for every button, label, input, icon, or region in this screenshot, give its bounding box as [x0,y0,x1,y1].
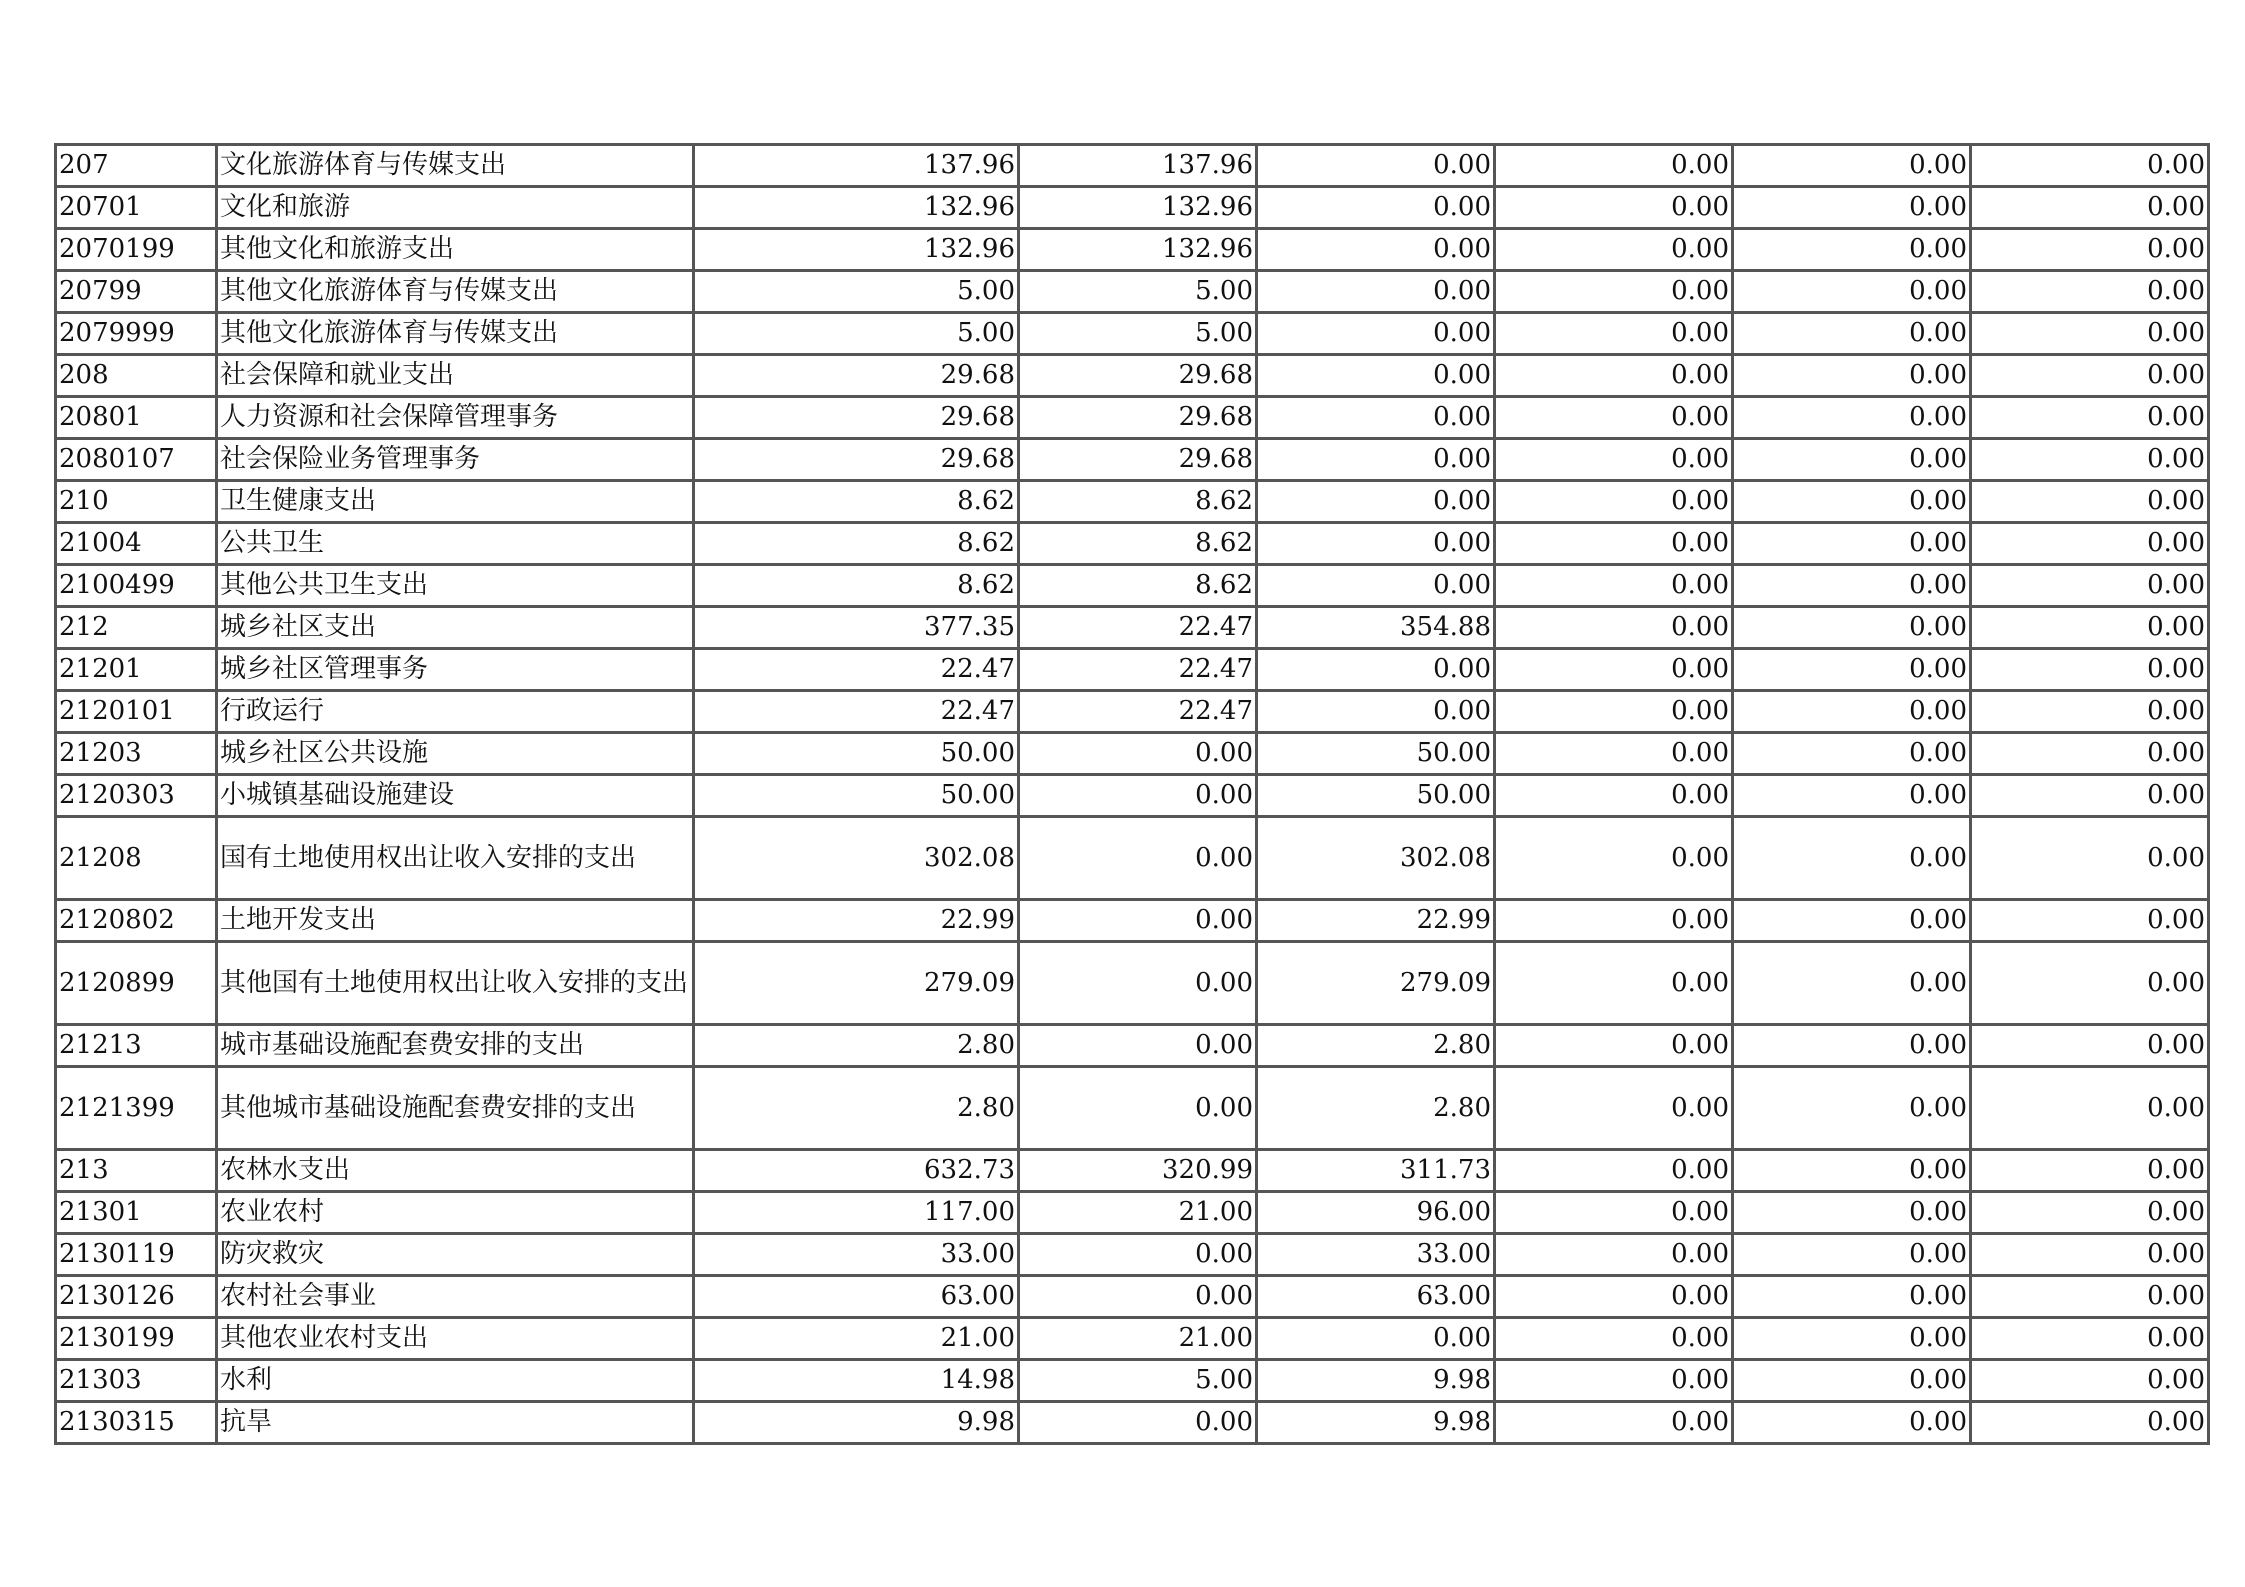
amount-cell: 0.00 [1733,817,1971,900]
subject-code-cell: 21301 [56,1192,217,1234]
amount-cell: 63.00 [1257,1276,1495,1318]
amount-cell: 0.00 [1019,942,1257,1025]
amount-cell: 9.98 [1257,1360,1495,1402]
amount-cell: 0.00 [1971,187,2209,229]
amount-cell: 0.00 [1733,145,1971,187]
amount-cell: 29.68 [694,397,1019,439]
subject-name-cell: 防灾救灾 [217,1234,694,1276]
table-row [56,313,2209,355]
amount-cell: 0.00 [1019,1276,1257,1318]
subject-name-cell: 城乡社区支出 [217,607,694,649]
amount-cell: 0.00 [1495,691,1733,733]
amount-cell: 8.62 [1019,523,1257,565]
amount-cell: 5.00 [1019,313,1257,355]
subject-name-cell: 农业农村 [217,1192,694,1234]
amount-cell: 0.00 [1971,691,2209,733]
amount-cell: 0.00 [1019,1067,1257,1150]
subject-code-cell: 2130119 [56,1234,217,1276]
table-row [56,481,2209,523]
amount-cell: 5.00 [694,313,1019,355]
subject-name-cell: 国有土地使用权出让收入安排的支出 [217,817,694,900]
table-row [56,355,2209,397]
amount-cell: 0.00 [1495,355,1733,397]
amount-cell: 0.00 [1257,271,1495,313]
amount-cell: 0.00 [1495,313,1733,355]
amount-cell: 0.00 [1971,607,2209,649]
amount-cell: 8.62 [1019,565,1257,607]
subject-code-cell: 21208 [56,817,217,900]
amount-cell: 0.00 [1971,355,2209,397]
amount-cell: 0.00 [1019,1025,1257,1067]
amount-cell: 0.00 [1257,565,1495,607]
amount-cell: 0.00 [1019,733,1257,775]
amount-cell: 50.00 [1257,775,1495,817]
subject-code-cell: 21213 [56,1025,217,1067]
amount-cell: 29.68 [1019,397,1257,439]
amount-cell: 0.00 [1971,733,2209,775]
amount-cell: 0.00 [1971,1192,2209,1234]
amount-cell: 0.00 [1495,187,1733,229]
subject-name-cell: 文化和旅游 [217,187,694,229]
amount-cell: 96.00 [1257,1192,1495,1234]
amount-cell: 0.00 [1971,523,2209,565]
table-row [56,733,2209,775]
table-row [56,649,2209,691]
amount-cell: 29.68 [1019,439,1257,481]
amount-cell: 5.00 [1019,1360,1257,1402]
amount-cell: 8.62 [1019,481,1257,523]
subject-name-cell: 农村社会事业 [217,1276,694,1318]
amount-cell: 8.62 [694,481,1019,523]
budget-expenditure-table [54,143,2210,1445]
amount-cell: 0.00 [1495,1234,1733,1276]
subject-name-cell: 抗旱 [217,1402,694,1444]
subject-name-cell: 城市基础设施配套费安排的支出 [217,1025,694,1067]
amount-cell: 311.73 [1257,1150,1495,1192]
amount-cell: 0.00 [1733,523,1971,565]
table-row [56,397,2209,439]
subject-code-cell: 208 [56,355,217,397]
amount-cell: 0.00 [1971,271,2209,313]
table-row [56,565,2209,607]
amount-cell: 0.00 [1733,691,1971,733]
amount-cell: 5.00 [1019,271,1257,313]
amount-cell: 0.00 [1495,1150,1733,1192]
subject-code-cell: 207 [56,145,217,187]
subject-code-cell: 20801 [56,397,217,439]
amount-cell: 302.08 [694,817,1019,900]
amount-cell: 22.47 [1019,691,1257,733]
amount-cell: 132.96 [1019,229,1257,271]
subject-name-cell: 公共卫生 [217,523,694,565]
amount-cell: 377.35 [694,607,1019,649]
subject-code-cell: 210 [56,481,217,523]
amount-cell: 0.00 [1495,942,1733,1025]
amount-cell: 33.00 [694,1234,1019,1276]
amount-cell: 0.00 [1495,733,1733,775]
subject-code-cell: 21004 [56,523,217,565]
amount-cell: 29.68 [694,439,1019,481]
amount-cell: 22.47 [694,691,1019,733]
amount-cell: 0.00 [1257,649,1495,691]
amount-cell: 50.00 [694,733,1019,775]
amount-cell: 0.00 [1257,313,1495,355]
amount-cell: 0.00 [1733,313,1971,355]
amount-cell: 0.00 [1495,817,1733,900]
table-row [56,1402,2209,1444]
amount-cell: 0.00 [1019,775,1257,817]
amount-cell: 0.00 [1495,607,1733,649]
amount-cell: 302.08 [1257,817,1495,900]
amount-cell: 279.09 [694,942,1019,1025]
amount-cell: 354.88 [1257,607,1495,649]
amount-cell: 0.00 [1257,481,1495,523]
subject-name-cell: 社会保障和就业支出 [217,355,694,397]
amount-cell: 0.00 [1733,355,1971,397]
amount-cell: 22.99 [1257,900,1495,942]
amount-cell: 0.00 [1019,1402,1257,1444]
amount-cell: 0.00 [1733,1067,1971,1150]
subject-code-cell: 21203 [56,733,217,775]
amount-cell: 132.96 [694,229,1019,271]
amount-cell: 0.00 [1495,1025,1733,1067]
amount-cell: 0.00 [1733,439,1971,481]
table-row [56,817,2209,900]
table-row [56,1276,2209,1318]
amount-cell: 0.00 [1733,481,1971,523]
amount-cell: 21.00 [694,1318,1019,1360]
amount-cell: 29.68 [694,355,1019,397]
amount-cell: 0.00 [1733,565,1971,607]
amount-cell: 2.80 [694,1067,1019,1150]
amount-cell: 9.98 [1257,1402,1495,1444]
table-row [56,942,2209,1025]
amount-cell: 0.00 [1495,145,1733,187]
amount-cell: 0.00 [1733,649,1971,691]
table-row [56,607,2209,649]
amount-cell: 22.47 [1019,649,1257,691]
amount-cell: 320.99 [1019,1150,1257,1192]
amount-cell: 132.96 [694,187,1019,229]
amount-cell: 22.47 [1019,607,1257,649]
amount-cell: 0.00 [1971,649,2209,691]
amount-cell: 632.73 [694,1150,1019,1192]
amount-cell: 132.96 [1019,187,1257,229]
amount-cell: 29.68 [1019,355,1257,397]
subject-code-cell: 21303 [56,1360,217,1402]
amount-cell: 0.00 [1971,1150,2209,1192]
amount-cell: 2.80 [694,1025,1019,1067]
amount-cell: 50.00 [694,775,1019,817]
amount-cell: 0.00 [1971,1067,2209,1150]
table-row [56,1025,2209,1067]
amount-cell: 0.00 [1019,817,1257,900]
amount-cell: 0.00 [1733,397,1971,439]
subject-code-cell: 2130199 [56,1318,217,1360]
table-row [56,1234,2209,1276]
subject-code-cell: 20799 [56,271,217,313]
amount-cell: 0.00 [1257,145,1495,187]
amount-cell: 50.00 [1257,733,1495,775]
table-row [56,1360,2209,1402]
amount-cell: 33.00 [1257,1234,1495,1276]
subject-code-cell: 2130315 [56,1402,217,1444]
subject-name-cell: 卫生健康支出 [217,481,694,523]
amount-cell: 0.00 [1257,229,1495,271]
amount-cell: 0.00 [1495,229,1733,271]
amount-cell: 0.00 [1971,481,2209,523]
amount-cell: 0.00 [1733,271,1971,313]
amount-cell: 0.00 [1257,187,1495,229]
amount-cell: 0.00 [1733,607,1971,649]
amount-cell: 0.00 [1971,942,2209,1025]
amount-cell: 0.00 [1971,900,2209,942]
amount-cell: 0.00 [1971,229,2209,271]
subject-name-cell: 社会保险业务管理事务 [217,439,694,481]
amount-cell: 21.00 [1019,1192,1257,1234]
amount-cell: 0.00 [1257,691,1495,733]
amount-cell: 117.00 [694,1192,1019,1234]
table-row [56,1067,2209,1150]
amount-cell: 0.00 [1495,1192,1733,1234]
amount-cell: 0.00 [1019,1234,1257,1276]
amount-cell: 0.00 [1019,900,1257,942]
subject-name-cell: 其他城市基础设施配套费安排的支出 [217,1067,694,1150]
amount-cell: 0.00 [1495,439,1733,481]
subject-code-cell: 2070199 [56,229,217,271]
subject-name-cell: 土地开发支出 [217,900,694,942]
subject-code-cell: 2079999 [56,313,217,355]
amount-cell: 0.00 [1971,817,2209,900]
subject-code-cell: 213 [56,1150,217,1192]
subject-name-cell: 其他文化旅游体育与传媒支出 [217,313,694,355]
table-row [56,229,2209,271]
subject-name-cell: 城乡社区公共设施 [217,733,694,775]
amount-cell: 0.00 [1495,649,1733,691]
amount-cell: 0.00 [1733,187,1971,229]
amount-cell: 279.09 [1257,942,1495,1025]
subject-name-cell: 城乡社区管理事务 [217,649,694,691]
subject-code-cell: 2120303 [56,775,217,817]
subject-name-cell: 其他公共卫生支出 [217,565,694,607]
amount-cell: 0.00 [1971,439,2209,481]
amount-cell: 21.00 [1019,1318,1257,1360]
amount-cell: 0.00 [1971,775,2209,817]
amount-cell: 0.00 [1971,1025,2209,1067]
subject-code-cell: 2120802 [56,900,217,942]
amount-cell: 0.00 [1495,1402,1733,1444]
amount-cell: 0.00 [1971,565,2209,607]
amount-cell: 0.00 [1733,1150,1971,1192]
amount-cell: 0.00 [1257,523,1495,565]
amount-cell: 0.00 [1733,900,1971,942]
amount-cell: 0.00 [1733,229,1971,271]
table-row [56,1192,2209,1234]
subject-code-cell: 2130126 [56,1276,217,1318]
amount-cell: 0.00 [1971,145,2209,187]
subject-name-cell: 其他文化和旅游支出 [217,229,694,271]
amount-cell: 0.00 [1733,1402,1971,1444]
amount-cell: 0.00 [1257,397,1495,439]
amount-cell: 137.96 [694,145,1019,187]
amount-cell: 5.00 [694,271,1019,313]
amount-cell: 0.00 [1971,1276,2209,1318]
amount-cell: 0.00 [1495,1360,1733,1402]
amount-cell: 0.00 [1971,1234,2209,1276]
amount-cell: 0.00 [1495,1067,1733,1150]
amount-cell: 0.00 [1733,1234,1971,1276]
table-row [56,1150,2209,1192]
table-row [56,271,2209,313]
subject-name-cell: 小城镇基础设施建设 [217,775,694,817]
subject-code-cell: 20701 [56,187,217,229]
amount-cell: 0.00 [1971,1318,2209,1360]
amount-cell: 0.00 [1257,1318,1495,1360]
amount-cell: 0.00 [1971,1402,2209,1444]
amount-cell: 0.00 [1257,355,1495,397]
amount-cell: 0.00 [1495,397,1733,439]
amount-cell: 0.00 [1733,1318,1971,1360]
subject-name-cell: 其他国有土地使用权出让收入安排的支出 [217,942,694,1025]
subject-name-cell: 农林水支出 [217,1150,694,1192]
table-row [56,1318,2209,1360]
table-row [56,900,2209,942]
subject-name-cell: 行政运行 [217,691,694,733]
subject-code-cell: 2080107 [56,439,217,481]
table-body [56,145,2209,1444]
amount-cell: 0.00 [1495,1318,1733,1360]
amount-cell: 0.00 [1733,733,1971,775]
amount-cell: 0.00 [1495,565,1733,607]
amount-cell: 0.00 [1733,1276,1971,1318]
subject-code-cell: 2120899 [56,942,217,1025]
amount-cell: 0.00 [1733,1025,1971,1067]
amount-cell: 9.98 [694,1402,1019,1444]
amount-cell: 0.00 [1733,942,1971,1025]
amount-cell: 0.00 [1495,481,1733,523]
amount-cell: 0.00 [1971,1360,2209,1402]
subject-name-cell: 水利 [217,1360,694,1402]
amount-cell: 0.00 [1495,775,1733,817]
amount-cell: 0.00 [1733,1192,1971,1234]
subject-name-cell: 文化旅游体育与传媒支出 [217,145,694,187]
amount-cell: 0.00 [1971,397,2209,439]
subject-code-cell: 2121399 [56,1067,217,1150]
subject-code-cell: 21201 [56,649,217,691]
amount-cell: 22.99 [694,900,1019,942]
amount-cell: 0.00 [1733,1360,1971,1402]
amount-cell: 8.62 [694,565,1019,607]
table-row [56,439,2209,481]
amount-cell: 0.00 [1733,775,1971,817]
subject-code-cell: 2120101 [56,691,217,733]
subject-code-cell: 212 [56,607,217,649]
amount-cell: 0.00 [1495,271,1733,313]
amount-cell: 0.00 [1257,439,1495,481]
amount-cell: 0.00 [1495,1276,1733,1318]
table-row [56,691,2209,733]
amount-cell: 22.47 [694,649,1019,691]
amount-cell: 2.80 [1257,1025,1495,1067]
subject-code-cell: 2100499 [56,565,217,607]
amount-cell: 0.00 [1971,313,2209,355]
subject-name-cell: 其他文化旅游体育与传媒支出 [217,271,694,313]
amount-cell: 63.00 [694,1276,1019,1318]
amount-cell: 137.96 [1019,145,1257,187]
table-row [56,775,2209,817]
amount-cell: 14.98 [694,1360,1019,1402]
subject-name-cell: 人力资源和社会保障管理事务 [217,397,694,439]
subject-name-cell: 其他农业农村支出 [217,1318,694,1360]
amount-cell: 0.00 [1495,523,1733,565]
table-row [56,523,2209,565]
amount-cell: 2.80 [1257,1067,1495,1150]
amount-cell: 0.00 [1495,900,1733,942]
table-row [56,187,2209,229]
table-row [56,145,2209,187]
amount-cell: 8.62 [694,523,1019,565]
